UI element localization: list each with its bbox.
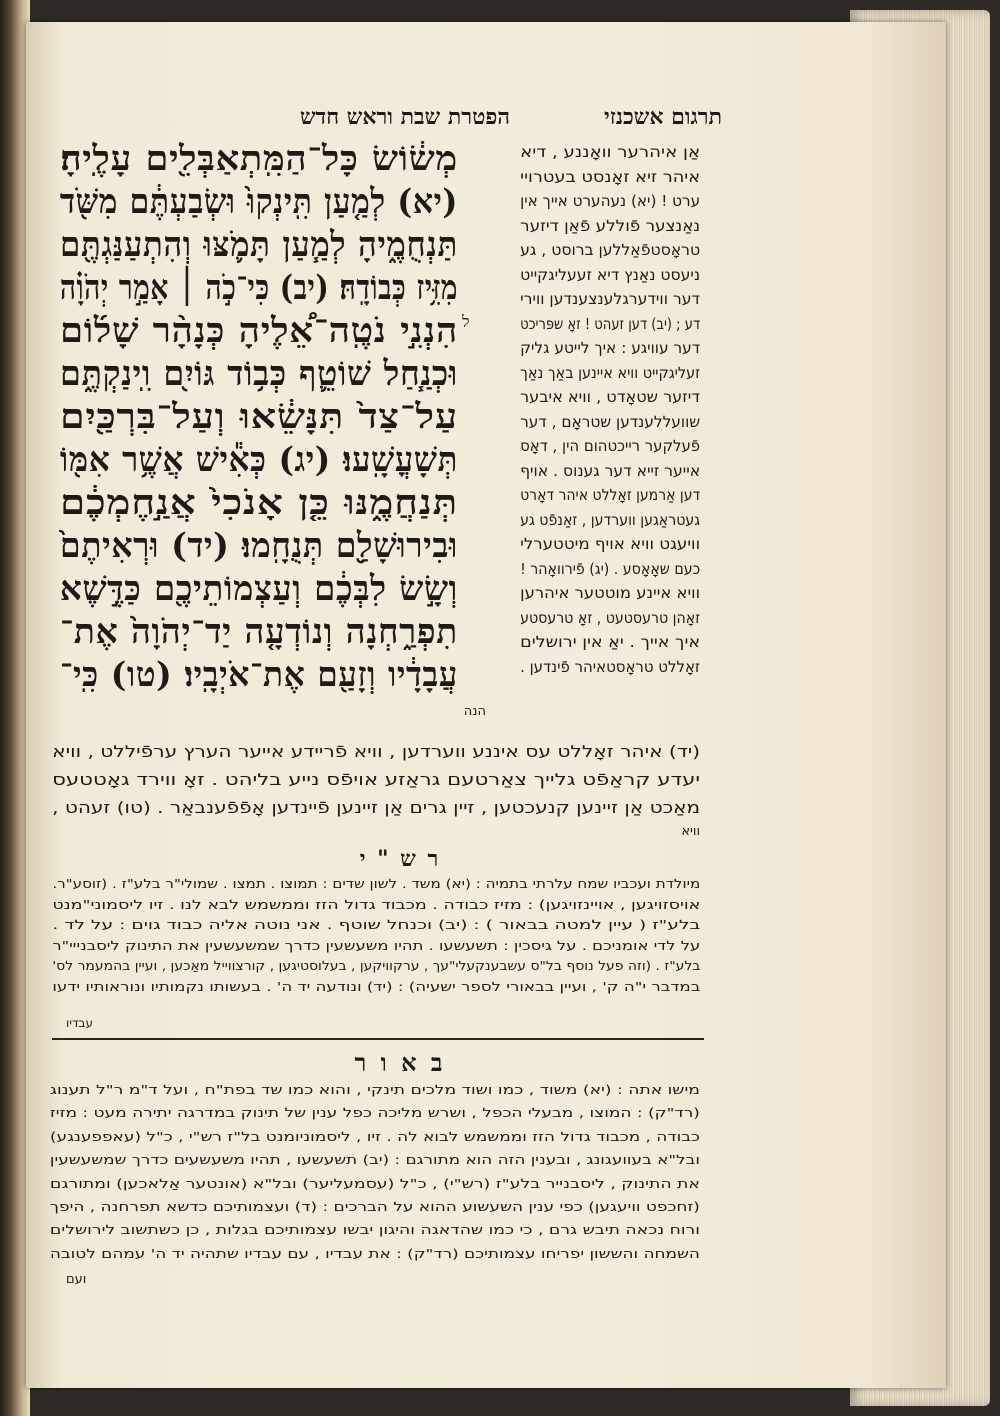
hebrew-line: מִזִּ֥יז כְּבוֹדָֽהּ׃ (יב) כִּי־כֹ֣ה ׀ אָמַ֣ר יְהֹוָ֗ה: [60, 268, 458, 308]
hebrew-line: וּכְנַ֧חַל שׁוֹטֵ֛ף כְּב֥וֹד גּוֹיִ֖ם וִֽינַקְתֶּ֑ם: [60, 354, 459, 394]
hebrew-line: מְשׂ֔וֹשׂ כָּל־הַמִּֽתְאַבְּלִ֖ים עָלֶֽיהָ׃: [59, 139, 458, 179]
rashi-line: בלע"ז ( עיין למטה בבאור ) : (יב) וכנחל שוטף . אני נוטה אליה כבוד גוים : על לד .: [52, 917, 701, 932]
yiddish-line: שוועללענדען שטראָם , דער: [520, 412, 700, 431]
yiddish-line: דער עוויגע : איך לייטע גליק: [520, 339, 700, 357]
biur-line: מישו אתה : (יא) משוד , כמו ושוד מלכים תינקי , והוא כמו שד בפת"ח , ועל ד"מ ר"ל תענוג: [50, 1082, 700, 1097]
biur-commentary: [49, 1078, 701, 1265]
biur-line: ובל"א בעוועגונג , ובענין הזה הוא מתורגם : (יב) תשעשעו , תהיו משעשעים כדרך שמשעשעין: [50, 1152, 700, 1168]
header-haftarah: הפטרת שבת וראש חדש: [299, 104, 510, 130]
yiddish-line: כעם שאָאָסע . (יג) פֿירוואָהר !: [520, 559, 700, 578]
yiddish-wide-line: מאַכט אַן זיינען קנעכטען , זיין גרים אַן זיינען פֿיינדען אָפֿפֿענבאַר . (טו) זעהט ,: [52, 798, 700, 817]
yiddish-line: ערט ! (יא) נעהערט אייך אין: [520, 192, 700, 210]
biur-line: (רד"ק) : המוצו , מבעלי הכפל , ושרש מליכה כפל ענין של תינוק במדרגה יתירה מעט : מזיז: [50, 1105, 701, 1121]
rashi-line: בלע"ז . (וזה פעל נוסף בל"ס עשבענקעלי"עך , ערקוויקען , בעלוסטיגען , קורצווייל מאַכען , ועיין בהמעמר לס': [52, 958, 700, 973]
rashi-commentary: [51, 874, 701, 997]
yiddish-line: דען אַרמען זאָללט איהר דאָרט: [520, 486, 700, 504]
hebrew-line: הִנְנִ֣י נֹטֶֽה־אֵ֠לֶיהָ כְּנָהָ֨ר שָׁל֜וֹם: [60, 311, 459, 351]
verse-marker: ל: [462, 312, 470, 331]
yiddish-line: זאָללט טראָסטאיהר פֿינדען .: [520, 657, 700, 676]
yiddish-line: פֿעלקער רייכטהום הין , דאָס: [520, 437, 700, 455]
section-divider: [52, 1038, 704, 1040]
biur-line: כבודה , מכבוד גדול הזז וממשמש לבוא לה . זיו , ליסמוניומנט בל"ז רש"י , כ"ל (עאפפענגע): [49, 1128, 700, 1144]
rashi-catchword: עבדיו: [66, 1016, 93, 1030]
header-targum: תרגום אשכנזי: [603, 104, 722, 130]
yiddish-wide-line: יעדע קראַפֿט גלייך צאַרטעם גראַזע אויפֿס נייע בליהט . זאָ ווירד גאָטטעס: [52, 770, 700, 789]
rashi-line: אויסזויגען , אויינזויגען) : מזיז כבודה . מכבוד גדול הזז וממשמש לבא לנו . זיו ליסמוני"מנט: [52, 896, 700, 912]
yiddish-line: איך אייך . יאַ אין ירושלים: [520, 633, 700, 651]
hebrew-line: תַּנְחֻמֶ֑יהָ לְמַ֧עַן תָּמֹ֛צּוּ וְהִתְעַנַּגְתֶּ֖ם: [59, 225, 458, 265]
biur-line: השמחה והששון יפריחו עצמותיכם (רד"ק) : את עבדיו , עם עבדיו שתהיה יד ה' עמהם לטובה: [49, 1245, 700, 1261]
catchword-yiddish: וויא: [681, 824, 700, 839]
yiddish-line: זעליגקייט וויא איינען באַך נאַך: [520, 363, 700, 382]
biur-line: ורוח נכאה תיבש גרם , כי כמו שהדאגה והיגון יבשו עצמותיכם בגלות , כן כשתשוב לירושלים: [50, 1222, 701, 1238]
yiddish-line: דיזער שטאָדט , וויא איבער: [520, 388, 700, 406]
biur-line: את התינוק , ליסבנייר בלע"ז (רש"י) , כ"ל (עסמעליער) ובל"א (אונטער אַלאכען) ומתורגם: [49, 1175, 701, 1191]
yiddish-line: זאָהן טרעסטעט , זאָ טרעסטע: [520, 608, 700, 627]
rashi-line: על לדי אומניכם . על גיסכין : תשעשעו . תהיו משעשעין כדרך שמשעשעין את התינוק ליסבנייי"ר: [51, 937, 700, 953]
yiddish-wide-block: [51, 738, 700, 822]
rashi-line: מיולדת ועכביו שמח עלרתי בתמיה : (יא) משד . לשון שדים : תמוצו . תמצו . שמולי"ר בלע"ז . (זוסע"ר.: [52, 876, 701, 891]
yiddish-line: אַן איהרער וואָננע , דיא: [520, 143, 700, 161]
rashi-line: במדבר י"ה ק' , ועיין בבאורי לספר ישעיה) : (יד) ונודעה יד ה' . בעשותו נקמותיו ונוראותיו ידעו: [51, 978, 700, 994]
hebrew-line: וּבִירוּשָׁלִַ֖ם תְּנֻחָֽמוּ׃ (יד) וּרְאִיתֶם֙: [59, 526, 458, 566]
rashi-title: ר ש " י: [359, 846, 441, 872]
yiddish-line: געטראַגען ווערדען , זאַנפֿט גע: [520, 510, 700, 529]
hebrew-line: (יא) לְמַ֤עַן תִּֽינְקוּ֙ וּשְׂבַעְתֶּ֔ם מִשֹּׁ֖ד: [60, 182, 458, 222]
yiddish-line: וויא איינע מוטטער איהרען: [520, 584, 700, 602]
yiddish-wide-line: (יד) איהר זאָללט עס איננע ווערדען , וויא פֿריידע אייער הערץ ערפֿיללט , וויא: [51, 742, 700, 761]
biur-title: ב א ו ר: [354, 1048, 446, 1077]
yiddish-line: ניעסט נאַנץ דיא זעעליגקייט: [520, 265, 700, 284]
yiddish-line: טראָסטפֿאַללען ברוסט , גע: [520, 241, 700, 259]
yiddish-line: דע ; (יב) דען זעהט ! זאָ שפּריכט: [520, 314, 700, 333]
hebrew-line: עַל־צַד֙ תִּנָּשֵׂ֔אוּ וְעַל־בִּרְכַּ֖יִם: [60, 397, 459, 437]
hebrew-line: עֲבָדָ֔יו וְזָעַ֖ם אֶת־אֹיְבָֽיו׃ (טו) כִּֽי־: [60, 655, 459, 695]
biur-line: (זחכפט וויעגען) כפי ענין השעשוע ההוא על הברכים : (ד) ועצמותיכם כדשא תפרחנה , היפך: [49, 1199, 700, 1215]
yiddish-line: אייער זייא דער גענוס . אויף: [520, 461, 700, 480]
hebrew-text-column: [0, 138, 458, 697]
biur-catchword: ועם: [66, 1272, 87, 1287]
yiddish-translation-column: [487, 140, 700, 679]
yiddish-line: וויעגט וויא אויף מיטטערלי: [520, 535, 700, 553]
hebrew-line: תִפְרַ֑חְנָה וְנוֹדְעָ֤ה יַד־יְהֹוָה֙ אֶת־: [59, 612, 458, 652]
hebrew-line: תְּנַחֲמֶ֑נּוּ כֵּ֤ן אָנֹכִי֙ אֲנַ֣חֶמְכֶ֔ם: [60, 483, 458, 523]
hebrew-line: וְשָׂ֣שׂ לִבְּכֶ֔ם וְעַצְמוֹתֵיכֶ֖ם כַּדֶּ֣שֶׁא: [60, 569, 459, 609]
yiddish-line: איהר זיא זאָנסט בעטרויי: [520, 167, 700, 186]
yiddish-line: דער ווידערגלענצענדען ווירי: [520, 290, 700, 308]
yiddish-line: נאַנצער פֿוללע פֿאַן דיזער: [520, 216, 700, 235]
catchword-main: הנה: [463, 704, 486, 719]
hebrew-line: תְּשָׁעֳשָֽׁעוּ׃ (יג) כְּאִ֕ישׁ אֲשֶׁ֥ר אִמּ֖וֹ: [60, 440, 458, 480]
